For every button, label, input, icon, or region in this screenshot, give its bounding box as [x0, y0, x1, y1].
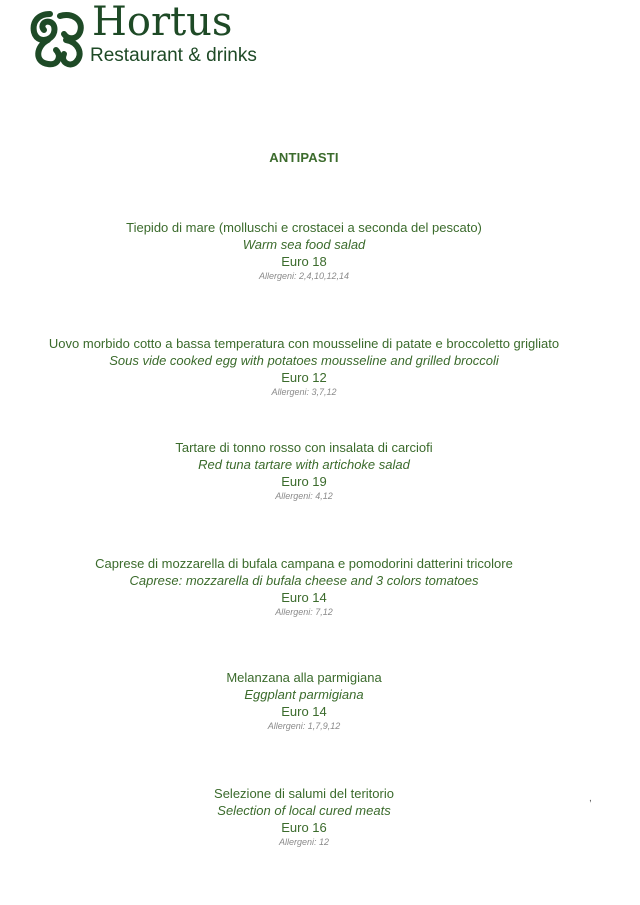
menu-item	[0, 439, 608, 503]
dish-name-italian: Melanzana alla parmigiana	[226, 670, 382, 685]
stray-comma: ,	[589, 793, 592, 804]
menu-item	[0, 669, 608, 733]
brand-name: Hortus	[92, 0, 233, 45]
hortus-logo-icon	[30, 10, 88, 68]
dish-allergens: Allergeni: 2,4,10,12,14	[258, 271, 350, 281]
section-title: ANTIPASTI	[269, 150, 339, 165]
dish-name-italian: Tartare di tonno rosso con insalata di carciofi	[175, 440, 433, 455]
dish-name-italian: Selezione di salumi del teritorio	[214, 786, 394, 801]
brand-logo	[30, 0, 270, 70]
menu-item	[0, 219, 608, 283]
dish-name-english: Selection of local cured meats	[217, 803, 391, 818]
dish-price: Euro 14	[281, 704, 327, 719]
dish-name-italian: Caprese di mozzarella di bufala campana e pomodorini datterini tricolore	[95, 556, 513, 571]
dish-price: Euro 18	[281, 254, 327, 269]
dish-allergens: Allergeni: 4,12	[275, 491, 333, 501]
dish-price: Euro 12	[281, 370, 327, 385]
dish-allergens: Allergeni: 1,7,9,12	[267, 721, 341, 731]
brand-tagline: Restaurant & drinks	[90, 45, 257, 66]
menu-item	[0, 555, 608, 619]
dish-name-english: Caprese: mozzarella di bufala cheese and 3 colors tomatoes	[129, 573, 479, 588]
dish-allergens: Allergeni: 7,12	[275, 607, 333, 617]
menu-item	[0, 335, 608, 399]
dish-name-english: Eggplant parmigiana	[244, 687, 364, 702]
dish-name-italian: Tiepido di mare (molluschi e crostacei a seconda del pescato)	[126, 220, 482, 235]
dish-name-english: Sous vide cooked egg with potatoes mousseline and grilled broccoli	[109, 353, 499, 368]
dish-price: Euro 14	[281, 590, 327, 605]
dish-name-english: Warm sea food salad	[242, 237, 366, 252]
dish-price: Euro 16	[281, 820, 327, 835]
dish-price: Euro 19	[281, 474, 327, 489]
dish-name-italian: Uovo morbido cotto a bassa temperatura con mousseline di patate e broccoletto grigliato	[48, 336, 560, 351]
dish-allergens: Allergeni: 12	[278, 837, 330, 847]
menu-item	[0, 785, 608, 849]
dish-allergens: Allergeni: 3,7,12	[271, 387, 337, 397]
dish-name-english: Red tuna tartare with artichoke salad	[198, 457, 410, 472]
